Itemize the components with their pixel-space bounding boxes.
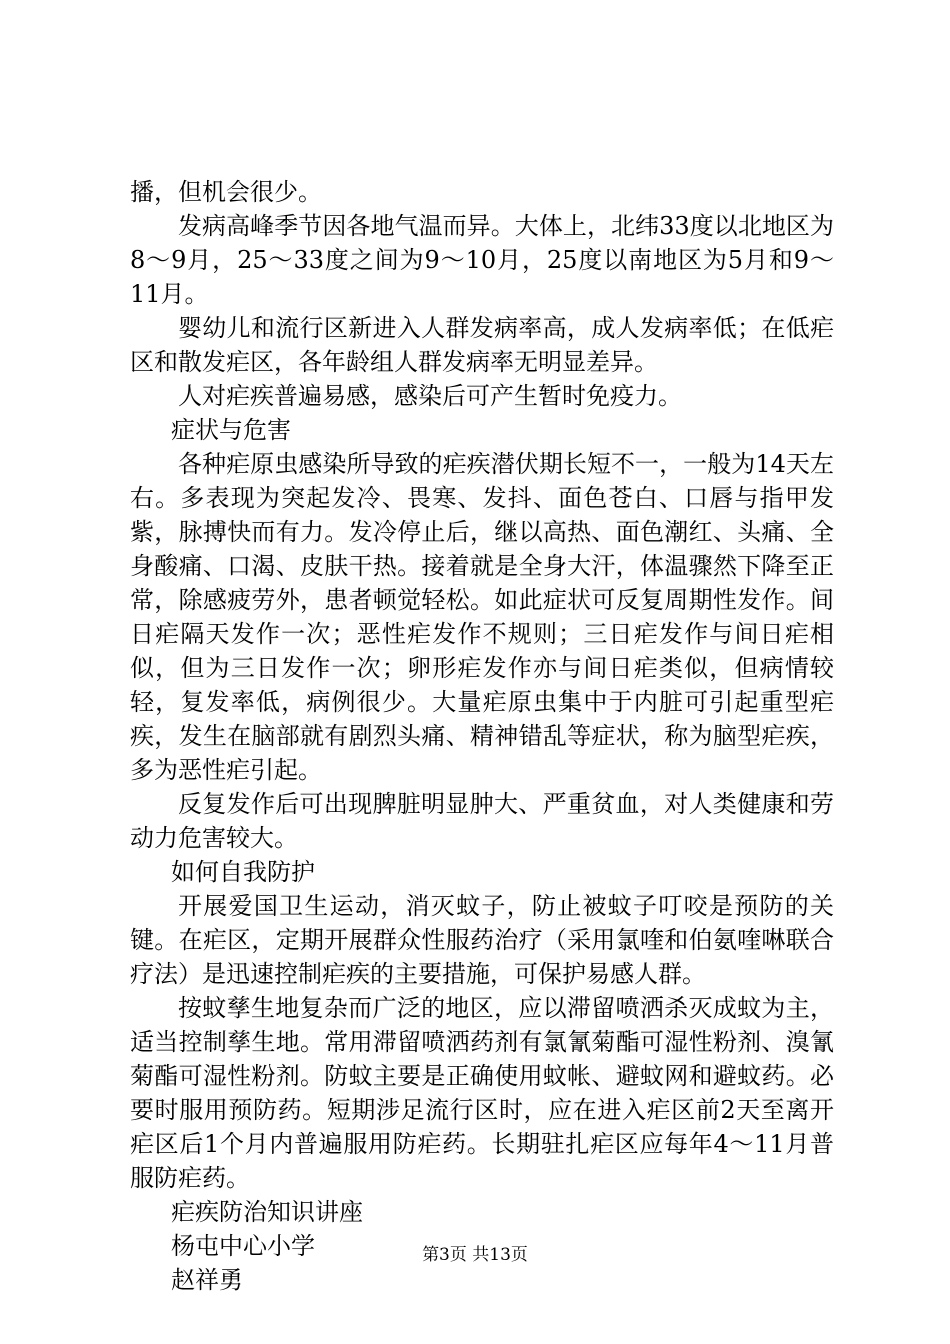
school-name: 杨屯中心小学 (171, 1232, 315, 1260)
section-heading-protection: 如何自我防护 (171, 858, 315, 886)
paragraph-mosquito-control: 按蚊孳生地复杂而广泛的地区，应以滞留喷洒杀灭成蚊为主，适当控制孳生地。常用滞留喷洒药剂有氯氰菊酯可湿性粉剂、溴氰菊酯可湿性粉剂。防蚊主要是正确使用蚊帐、避蚊网和避蚊药。必要时服用预防药。短期涉足流行区时，应在进入疟区前2天至离开疟区后1个月内普遍服用防疟药。长期驻扎疟区应每年4～11月普服防疟药。 (130, 994, 834, 1192)
paragraph-incidence: 婴幼儿和流行区新进入人群发病率高，成人发病率低；在低疟区和散发疟区，各年龄组人群发病率无明显差异。 (130, 314, 834, 376)
document-body (130, 175, 834, 1297)
paragraph-peak-season: 发病高峰季节因各地气温而异。大体上，北纬33度以北地区为8～9月，25～33度之间为9～10月，25度以南地区为5月和9～11月。 (130, 212, 834, 308)
paragraph-prevention: 开展爱国卫生运动，消灭蚊子，防止被蚊子叮咬是预防的关键。在疟区，定期开展群众性服药治疗（采用氯喹和伯氨喹啉联合疗法）是迅速控制疟疾的主要措施，可保护易感人群。 (130, 892, 834, 988)
page-footer (0, 1244, 950, 1266)
author-name: 赵祥勇 (171, 1266, 243, 1294)
page-number-label: 第3页 共13页 (422, 1245, 528, 1265)
paragraph-susceptibility: 人对疟疾普遍易感，感染后可产生暂时免疫力。 (178, 382, 682, 410)
section-heading-symptoms: 症状与危害 (171, 416, 291, 444)
paragraph-symptoms: 各种疟原虫感染所导致的疟疾潜伏期长短不一，一般为14天左右。多表现为突起发冷、畏寒、发抖、面色苍白、口唇与指甲发紫，脉搏快而有力。发冷停止后，继以高热、面色潮红、头痛、全身酸痛、口渴、皮肤干热。接着就是全身大汗，体温骤然下降至正常，除感疲劳外，患者顿觉轻松。如此症状可反复周期性发作。间日疟隔天发作一次；恶性疟发作不规则；三日疟发作与间日疟相似，但为三日发作一次；卵形疟发作亦与间日疟类似，但病情较轻，复发率低，病例很少。大量疟原虫集中于内脏可引起重型疟疾，发生在脑部就有剧烈头痛、精神错乱等症状，称为脑型疟疾，多为恶性疟引起。 (130, 450, 834, 784)
lecture-title: 疟疾防治知识讲座 (171, 1198, 363, 1226)
paragraph-harm: 反复发作后可出现脾脏明显肿大、严重贫血，对人类健康和劳动力危害较大。 (130, 790, 834, 852)
paragraph-continuation: 播，但机会很少。 (130, 178, 322, 206)
